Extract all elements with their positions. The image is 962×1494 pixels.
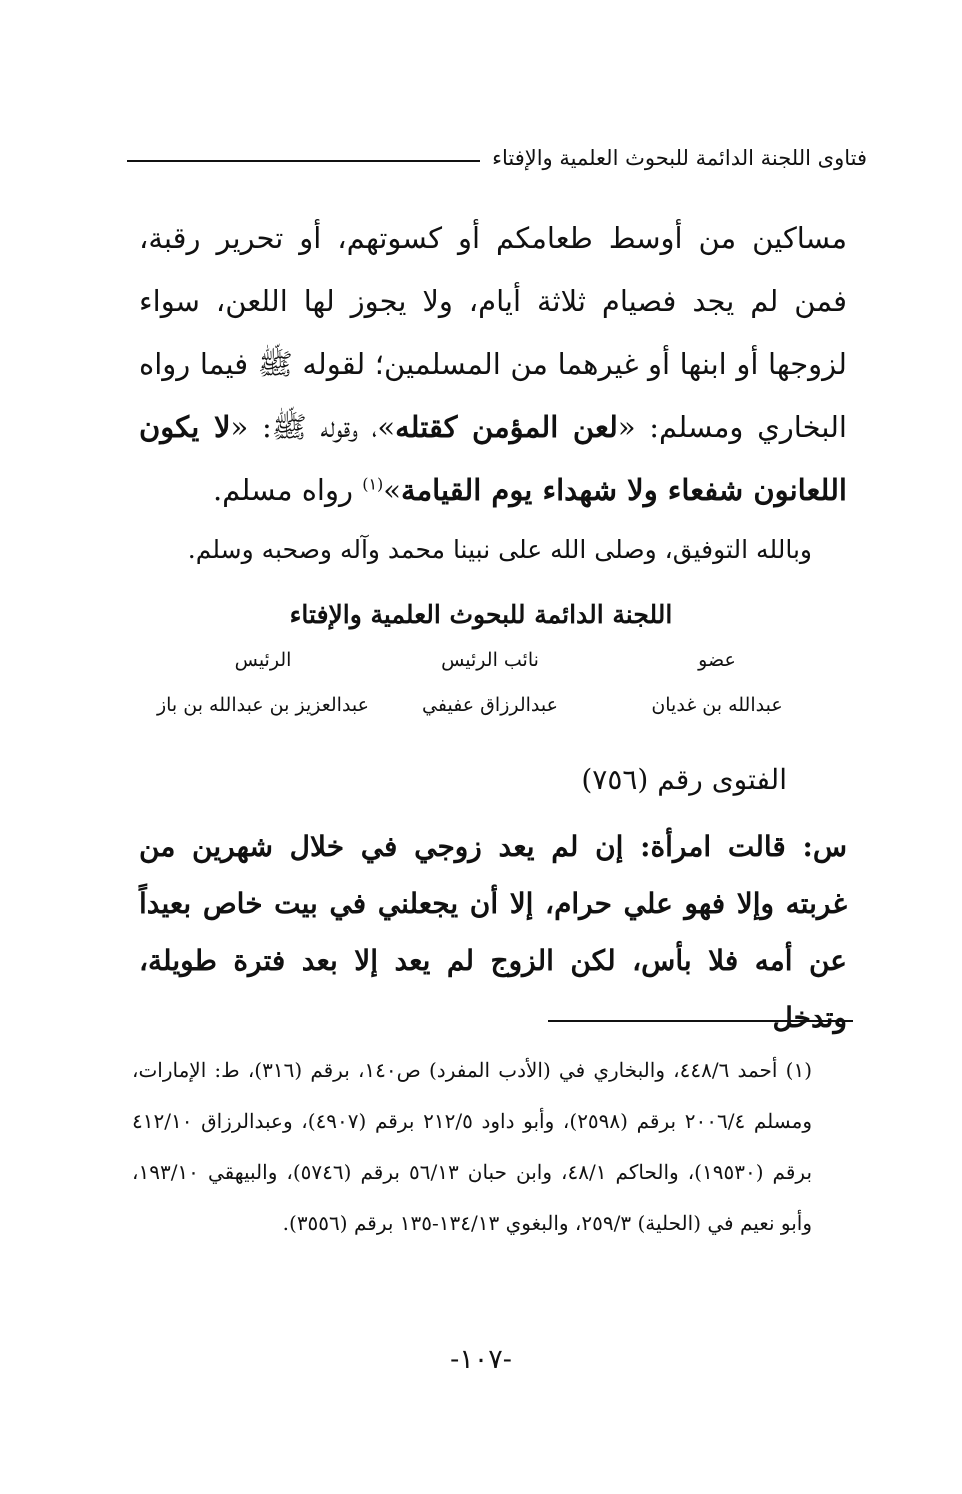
chairman-name: عبدالعزيز بن عبدالله بن باز — [156, 694, 370, 716]
body-text-mid: »، وقوله ﷺ: « — [230, 410, 396, 444]
hadith-quote-1: لعن المؤمن كقتله — [395, 410, 618, 444]
committee-name: اللجنة الدائمة للبحوث العلمية والإفتاء — [289, 600, 673, 629]
header-rule — [127, 160, 480, 162]
question-paragraph: س: قالت امرأة: إن لم يعد زوجي في خلال شهرين من غربته وإلا فهو علي حرام، إلا أن يجعلني في بيت خاص بعيداً عن أمه فلا بأس، لكن الزوج لم يعد إلا بعد فترة طويلة، وتدخل — [139, 830, 847, 1034]
fatwa-number: الفتوى رقم (٧٥٦) — [581, 763, 787, 796]
closing-line: وبالله التوفيق، وصلى الله على نبينا محمد وآله وصحبه وسلم. — [187, 535, 812, 564]
deputy-chairman-name: عبدالرزاق عفيفي — [422, 694, 558, 716]
footnote: (١) أحمد ٤٤٨/٦، والبخاري في (الأدب المفرد) ص١٤٠، برقم (٣١٦)، ط: الإمارات، ومسلم ٢٠٠٦/٤ برقم (٢٥٩٨)، وأبو داود ٢١٢/٥ برقم (٤٩٠٧)، وعبدالرزاق ٤١٢/١٠ برقم (١٩٥٣٠)، والحاكم ٤٨/١، وابن حبان ٥٦/١٣ برقم (٥٧٤٦)، والبيهقي ١٩٣/١٠، وأبو نعيم في (الحلية) ٢٥٩/٣، والبغوي ١٣٤/١٣-١٣٥ برقم (٣٥٥٦). — [132, 1058, 813, 1235]
body-text-end: رواه مسلم. — [212, 473, 363, 507]
signature-names — [150, 690, 830, 720]
role-chairman: الرئيس — [234, 649, 292, 671]
quote-close: » — [383, 473, 402, 507]
footnote-reference: (١) — [362, 474, 384, 494]
running-header — [127, 138, 867, 178]
running-header-title: فتاوى اللجنة الدائمة للبحوث العلمية والإفتاء — [492, 146, 867, 170]
body-paragraph — [139, 207, 847, 522]
role-member: عضو — [698, 649, 736, 671]
member-name: عبدالله بن غديان — [651, 694, 783, 716]
page-number: -١٠٧- — [450, 1344, 512, 1375]
signature-roles — [150, 645, 830, 675]
hadith-quote-2: لا يكون اللعانون شفعاء ولا شهداء يوم القيامة — [139, 410, 847, 507]
footnote-rule — [548, 1020, 853, 1022]
body-text-start: مساكين من أوسط طعامكم أو كسوتهم، أو تحرير رقبة، فمن لم يجد فصيام ثلاثة أيام، ولا يجوز لها اللعن، سواء لزوجها أو ابنها أو غيرهما من المسلمين؛ لقوله ﷺ فيما رواه البخاري ومسلم: « — [139, 221, 847, 444]
role-deputy-chairman: نائب الرئيس — [441, 649, 539, 671]
